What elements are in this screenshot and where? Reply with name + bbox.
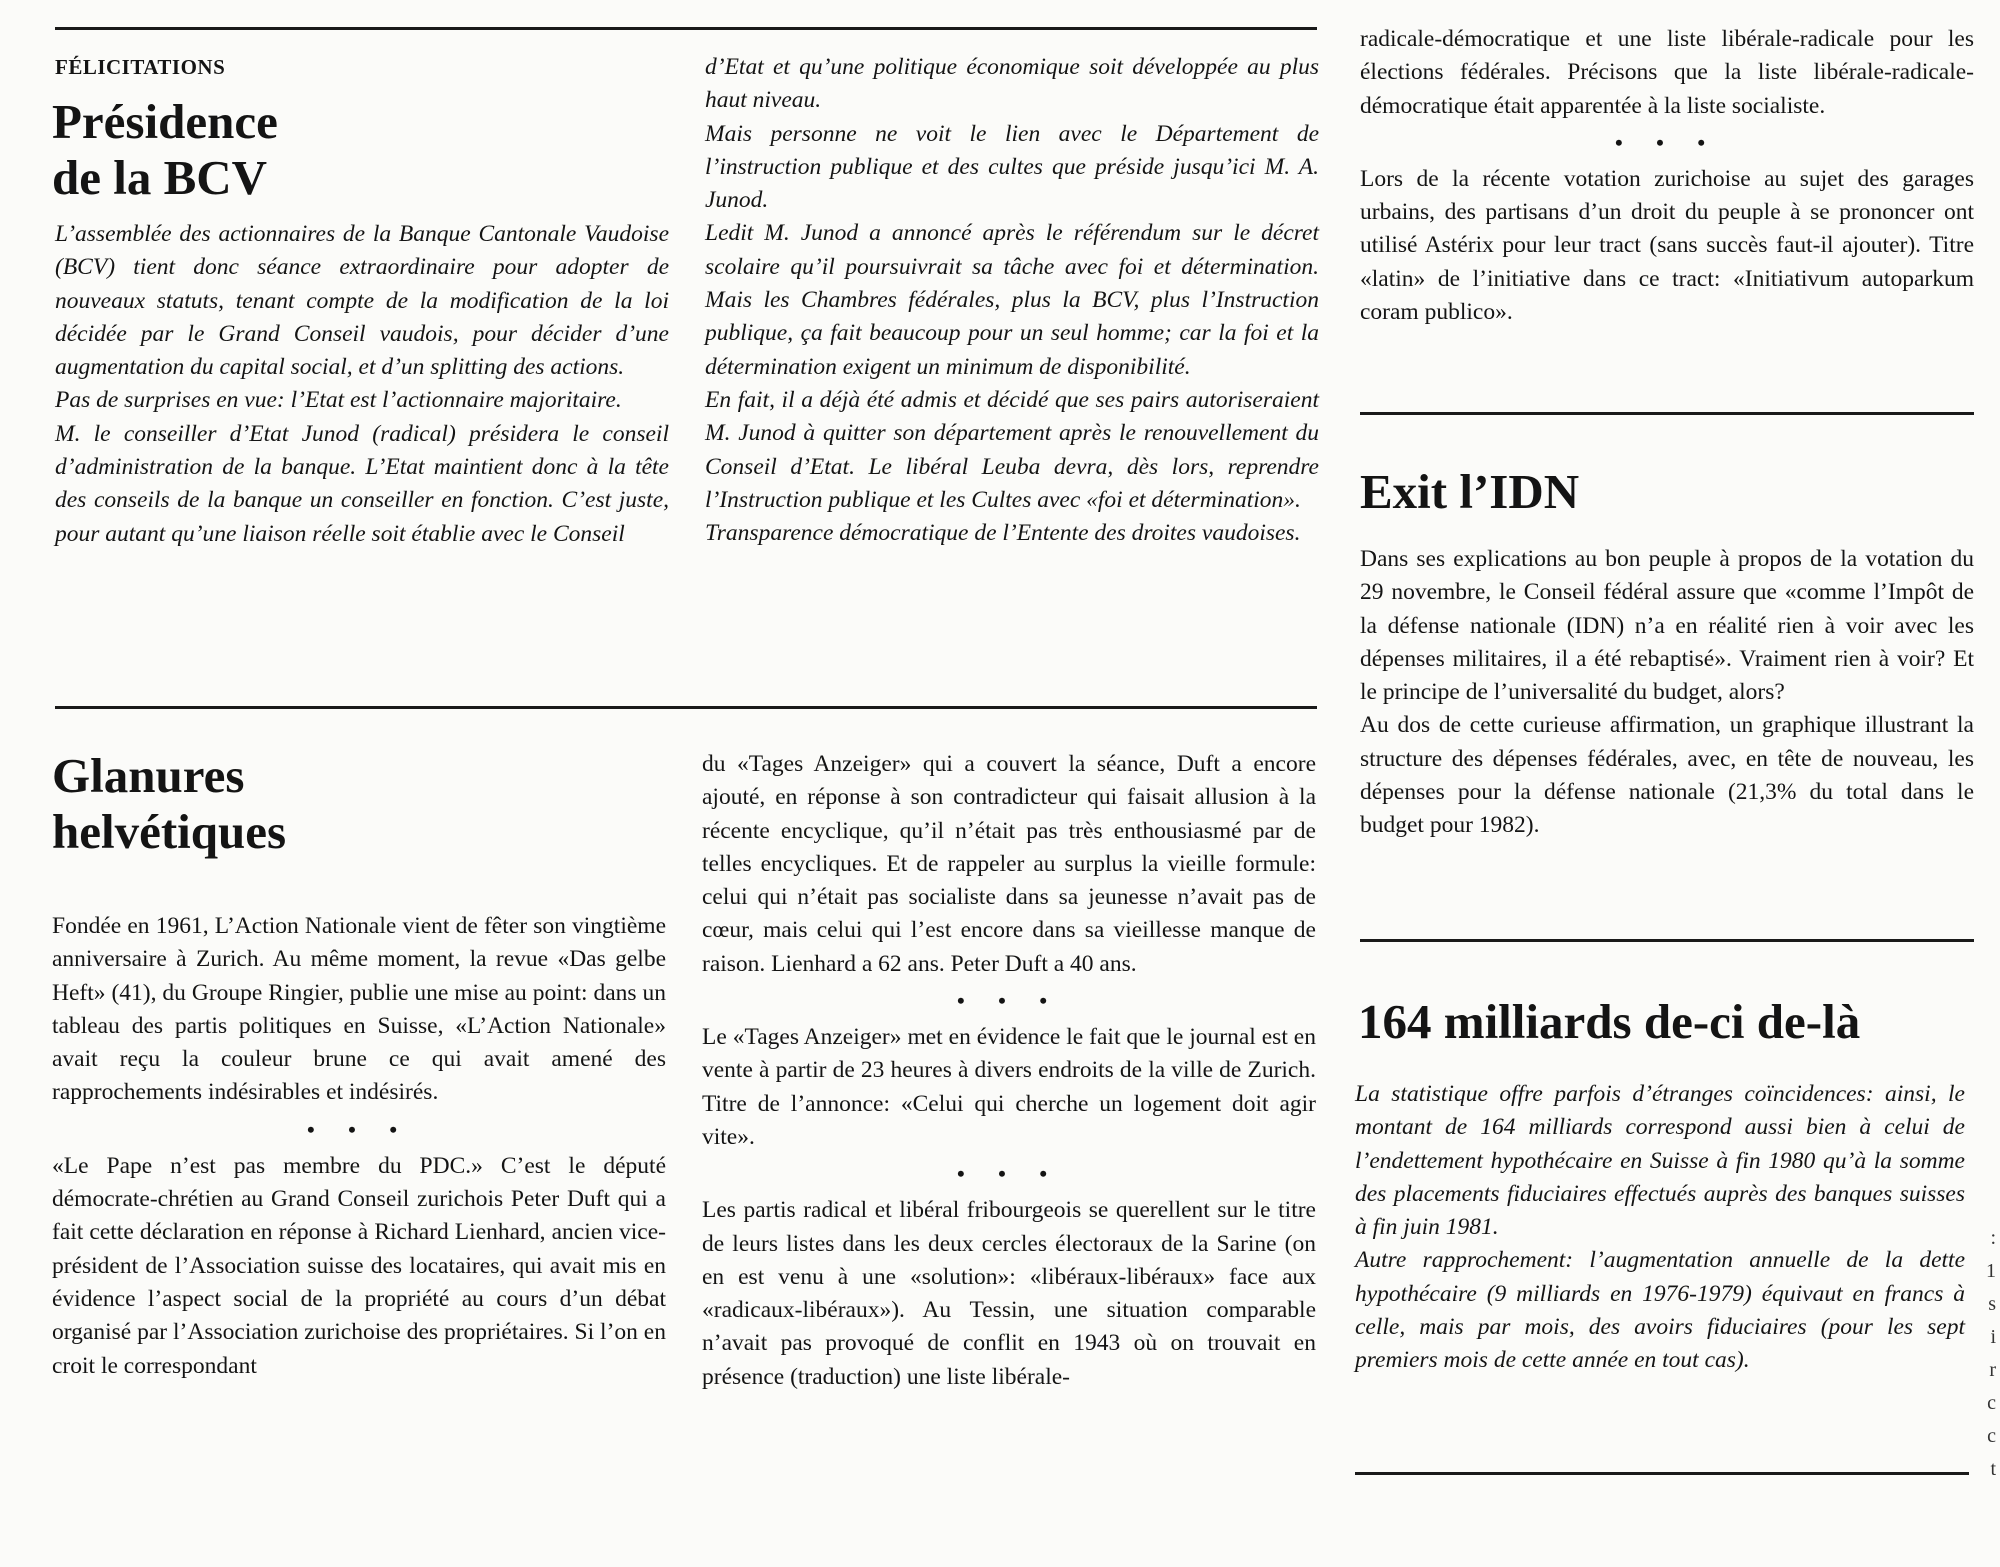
top-rule	[55, 27, 1317, 30]
edge-glyph: r	[1989, 1359, 1996, 1381]
paragraph: Le «Tages Anzeiger» met en évidence le fait que le journal est en vente à partir de 23 heures à divers endroits de la ville de Zurich. Titre de l’annonce: «Celui qui cherche un logement doit agir vite».	[702, 1024, 1316, 1150]
paragraph: En fait, il a déjà été admis et décidé que ses pairs autoriseraient M. Junod à quitter son département après le renouvellement du Conseil d’Etat. Le libéral Leuba devra, dès lors, reprendre l’Instruction publique et les Cultes avec «foi et détermination».	[705, 386, 1319, 513]
edge-glyph: t	[1990, 1458, 1996, 1480]
paragraph: «Le Pape n’est pas membre du PDC.» C’est le député démocrate-chrétien au Grand Conseil zurichois Peter Duft qui a fait cette déclaration en réponse à Richard Lienhard, ancien vice-président de l’Association suisse des locataires, qui avait mis en évidence l’aspect social de la propriété au cours d’un débat organisé par l’Association zurichoise des propriétaires. Si l’on en croit le correspondant	[52, 1152, 666, 1379]
paragraph: Au dos de cette curieuse affirmation, un graphique illustrant la structure des dépenses fédérales, avec, en tête de nouveau, les dépenses pour la défense nationale (21,3% du total dans le budget pour 1982).	[1360, 712, 1974, 839]
edge-glyph: 1	[1986, 1260, 1996, 1282]
right-rule-3	[1355, 1472, 1969, 1475]
headline-line-1: Présidence	[52, 94, 278, 149]
headline-line-2: de la BCV	[52, 150, 268, 205]
paragraph: du «Tages Anzeiger» qui a couvert la séance, Duft a encore ajouté, en réponse à son contradicteur qui faisait allusion à la récente encyclique, qu’il n’était pas très enthousiasmé par de telles encycliques. Et de rappeler au surplus la vieille formule: celui qui n’était pas socialiste dans sa jeunesse n’avait pas de cœur, mais celui qui l’est encore dans sa vieillesse manque de raison. Lienhard a 62 ans. Peter Duft a 40 ans.	[702, 751, 1316, 977]
headline-glanures-helvetiques	[52, 748, 286, 860]
article1-column-2	[705, 51, 1319, 550]
right-rule-2	[1360, 939, 1974, 942]
section-separator-stars: • • •	[956, 1161, 1062, 1187]
edge-glyph: s	[1988, 1293, 1996, 1315]
paragraph: Ledit M. Junod a annoncé après le référendum sur le décret scolaire qu’il poursuivrait sa tâche avec foi et détermination. Mais les Chambres fédérales, plus la BCV, plus l’Instruction publique, ça fait beaucoup pour un seul homme; car la foi et la détermination exigent un minimum de disponibilité.	[705, 220, 1319, 380]
section-separator-stars: • • •	[956, 988, 1062, 1014]
paragraph: Transparence démocratique de l’Entente des droites vaudoises.	[705, 520, 1301, 547]
paragraph: Les partis radical et libéral fribourgeois se querellent sur le titre de leurs listes dans les deux cercles électoraux de la Sarine (on en est venu à une «solution»: «libéraux-libéraux» face aux «radicaux-libéraux»). Au Tessin, une situation comparable n’avait pas provoqué de conflit en 1943 où on trouvait en présence (traduction) une liste libérale-	[702, 1197, 1316, 1390]
article2-column-2	[702, 748, 1316, 1394]
kicker-felicitations: FÉLICITATIONS	[55, 55, 226, 79]
paragraph: Pas de surprises en vue: l’Etat est l’actionnaire majoritaire.	[55, 387, 622, 414]
middle-rule	[55, 706, 1317, 709]
section-separator-stars: • • •	[1614, 129, 1720, 155]
article2-column-1	[52, 910, 666, 1383]
article4-body	[1355, 1078, 1965, 1378]
headline-exit-idn: Exit l’IDN	[1360, 464, 1580, 519]
paragraph: Mais personne ne voit le lien avec le Département de l’instruction publique et des cultes que préside jusqu’ici M. A. Junod.	[705, 120, 1319, 214]
edge-glyph: :	[1990, 1227, 1996, 1249]
edge-glyph: i	[1990, 1326, 1996, 1348]
paragraph: Autre rapprochement: l’augmentation annuelle de la dette hypothécaire (9 milliards en 1976-1979) équivaut en francs à celle, mais par mois, des avoirs fiduciaires (pour les sept premiers mois de cette année en tout cas).	[1355, 1247, 1965, 1374]
right-rule-1	[1360, 412, 1974, 415]
paragraph: L’assemblée des actionnaires de la Banque Cantonale Vaudoise (BCV) tient donc séance extraordinaire pour adopter de nouveaux statuts, tenant compte de la modification de la loi décidée par le Grand Conseil vaudois, pour décider d’une augmentation du capital social, et d’un splitting des actions.	[55, 221, 669, 381]
headline-line-2: helvétiques	[52, 804, 287, 859]
paragraph: Dans ses explications au bon peuple à propos de la votation du 29 novembre, le Conseil fédéral assure que «comme l’Impôt de la défense nationale (IDN) n’a en réalité rien à voir avec les dépenses militaires, il a été rebaptisé». Vraiment rien à voir? Et le principe de l’universalité du budget, alors?	[1360, 546, 1974, 706]
paragraph: Fondée en 1961, L’Action Nationale vient de fêter son vingtième anniversaire à Zurich. Au même moment, la revue «Das gelbe Heft» (41), du Groupe Ringier, publie une mise au point: dans un tableau des partis politiques en Suisse, «L’Action Nationale» avait reçu la couleur brune ce qui avait amené des rapprochements indésirables et indésirés.	[52, 913, 666, 1106]
paragraph: radicale-démocratique et une liste libérale-radicale pour les élections fédérales. Précisons que la liste libérale-radicale-démocratique était apparentée à la liste socialiste.	[1360, 26, 1974, 119]
article2-column-3	[1360, 23, 1974, 329]
article1-column-1	[55, 218, 669, 551]
paragraph: d’Etat et qu’une politique économique soit développée au plus haut niveau.	[705, 54, 1319, 114]
headline-presidence-bcv	[52, 94, 278, 206]
article3-body	[1360, 543, 1974, 843]
paragraph: Lors de la récente votation zurichoise au sujet des garages urbains, des partisans d’un droit du peuple à se prononcer ont utilisé Astérix pour leur tract (sans succès faut-il ajouter). Titre «latin» de l’initiative dans ce tract: «Initiativum autoparkum coram publico».	[1360, 165, 1974, 326]
headline-164-milliards: 164 milliards de-ci de-là	[1358, 994, 1861, 1049]
headline-line-1: Glanures	[52, 748, 245, 803]
section-separator-stars: • • •	[306, 1116, 412, 1142]
edge-glyph: c	[1987, 1392, 1996, 1414]
paragraph: M. le conseiller d’Etat Junod (radical) présidera le conseil d’administration de la banque. L’Etat maintient donc à la tête des conseils de la banque un conseiller en fonction. C’est juste, pour autant qu’une liaison réelle soit établie avec le Conseil	[55, 420, 669, 547]
edge-glyph: c	[1987, 1425, 1996, 1447]
paragraph: La statistique offre parfois d’étranges coïncidences: ainsi, le montant de 164 milliards correspond aussi bien à celui de l’endettement hypothécaire en Suisse à fin 1980 qu’à la somme des placements fiduciaires effectués auprès des banques suisses à fin juin 1981.	[1355, 1081, 1965, 1241]
